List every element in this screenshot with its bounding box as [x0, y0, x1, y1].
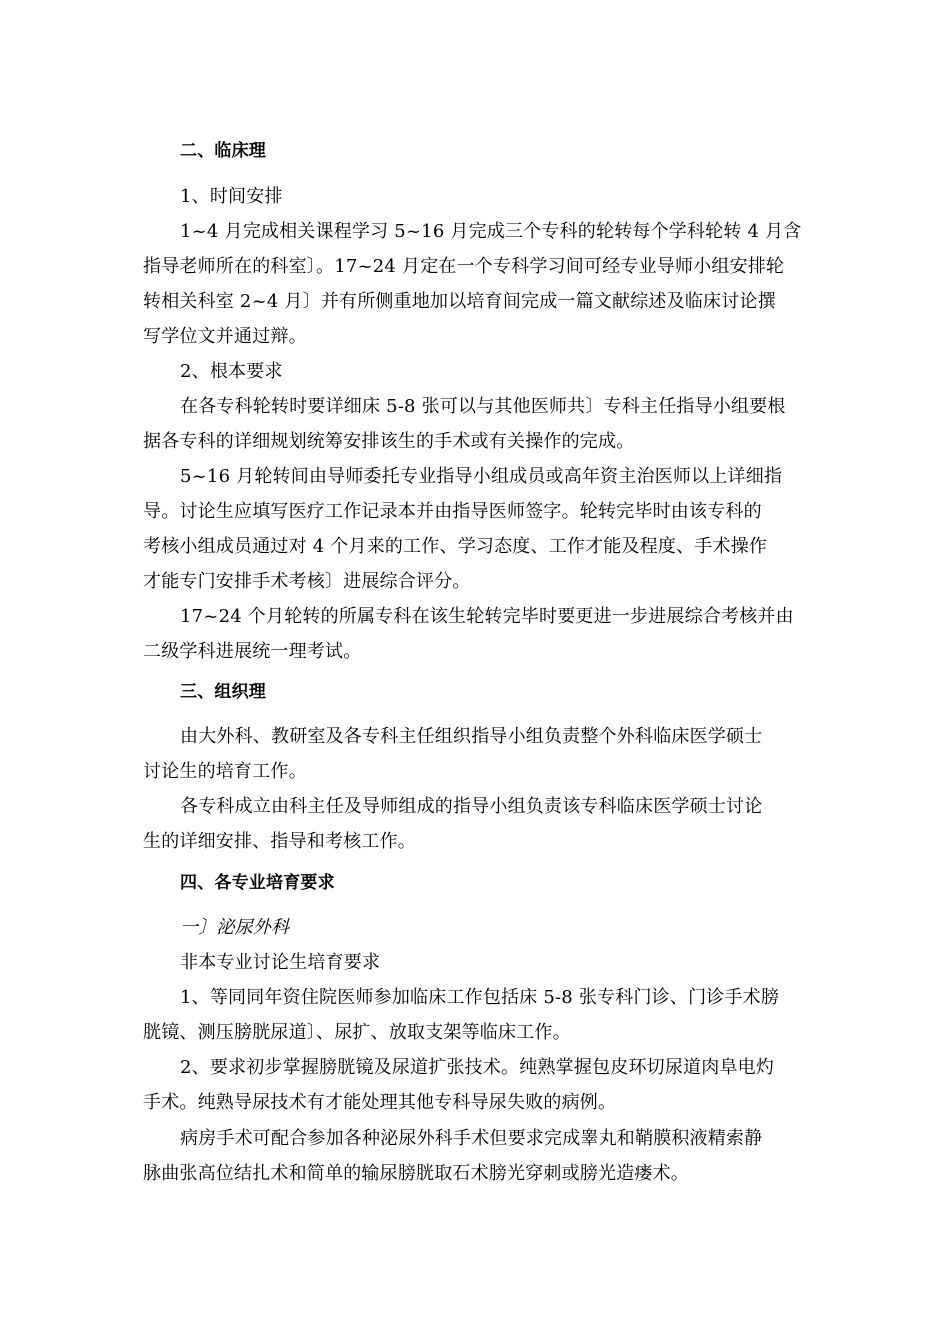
paragraph-line: 在各专科轮转时要详细床 5-8 张可以与其他医师共〕专科主任指导小组要根	[180, 396, 786, 417]
paragraph-line: 各专科成立由科主任及导师组成的指导小组负责该专科临床医学硕士讨论	[180, 796, 763, 817]
paragraph-line: 写学位文并通过辩。	[143, 326, 307, 347]
paragraph-line: 生的详细安排、指导和考核工作。	[143, 831, 416, 852]
paragraph-line: 5~16 月轮转间由导师委托专业指导小组成员或高年资主治医师以上详细指	[180, 466, 783, 487]
paragraph-line: 1、等同同年资住院医师参加临床工作包括床 5-8 张专科门诊、门诊手术膀	[180, 987, 780, 1008]
paragraph-line: 才能专门安排手术考核〕进展综合评分。	[143, 571, 471, 592]
subsection-heading-urology: 一〕泌尿外科	[180, 917, 290, 938]
paragraph-line: 二级学科进展统一理考试。	[143, 641, 362, 662]
subsection-heading-requirements: 2、根本要求	[180, 361, 283, 382]
paragraph-line: 指导老师所在的科室〕。17~24 月定在一个专科学习间可经专业导师小组安排轮	[143, 256, 785, 277]
paragraph-line: 1~4 月完成相关课程学习 5~16 月完成三个专科的轮转每个学科轮转 4 月含	[180, 221, 802, 242]
paragraph-line: 考核小组成员通过对 4 个月来的工作、学习态度、工作才能及程度、手术操作	[143, 536, 768, 557]
paragraph-line: 17~24 个月轮转的所属专科在该生轮转完毕时要更进一步进展综合考核并由	[180, 606, 794, 627]
paragraph-line: 手术。纯熟导尿技术有才能处理其他专科导尿失败的病例。	[143, 1092, 617, 1113]
paragraph-line: 病房手术可配合参加各种泌尿外科手术但要求完成睾丸和鞘膜积液精索静	[180, 1128, 763, 1149]
paragraph-line: 据各专科的详细规划统筹安排该生的手术或有关操作的完成。	[143, 431, 635, 452]
paragraph-line: 2、要求初步掌握膀胱镜及尿道扩张技术。纯熟掌握包皮环切尿道肉阜电灼	[180, 1057, 775, 1078]
paragraph-line: 导。讨论生应填写医疗工作记录本并由指导医师签字。轮转完毕时由该专科的	[143, 501, 762, 522]
subsection-heading-time: 1、时间安排	[180, 186, 283, 207]
paragraph-line: 非本专业讨论生培育要求	[180, 952, 381, 973]
paragraph-line: 由大外科、教研室及各专科主任组织指导小组负责整个外科临床医学硕士	[180, 726, 763, 747]
section-4-heading: 四、各专业培育要求	[180, 873, 335, 893]
paragraph-line: 转相关科室 2~4 月〕并有所侧重地加以培育间完成一篇文献综述及临床讨论撰	[143, 291, 776, 312]
paragraph-line: 讨论生的培育工作。	[143, 761, 307, 782]
section-2-heading: 二、临床理	[180, 141, 266, 161]
paragraph-line: 胱镜、测压膀胱尿道〕、尿扩、放取支架等临床工作。	[143, 1022, 571, 1043]
section-3-heading: 三、组织理	[180, 682, 266, 702]
paragraph-line: 脉曲张高位结扎术和简单的输尿膀胱取石术膀光穿刺或膀光造瘘术。	[143, 1163, 689, 1184]
